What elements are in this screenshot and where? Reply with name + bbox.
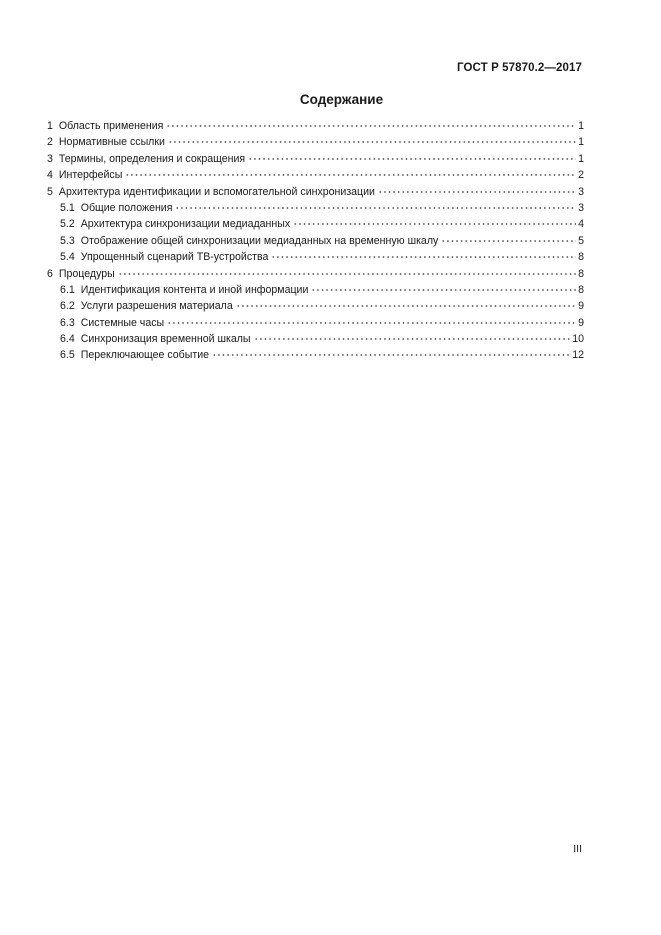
toc-entry-number: 4 [47, 169, 53, 182]
toc-entry-6-2[interactable] [47, 298, 584, 314]
toc-entry-page: 8 [578, 267, 584, 280]
toc-entry-page: 10 [572, 333, 584, 346]
toc-entry-label: Архитектура синхронизации медиаданных [80, 218, 291, 231]
toc-entry-6-3[interactable] [47, 315, 584, 331]
toc-entry-page: 1 [578, 136, 584, 149]
dot-leader [118, 266, 576, 276]
toc-entry-page: 1 [578, 152, 584, 165]
toc-entry-5[interactable] [47, 184, 584, 200]
toc-entry-label: Интерфейсы [58, 169, 123, 182]
toc-entry-number: 6.2 [60, 300, 75, 313]
toc-entry-number: 5 [47, 185, 53, 198]
toc-entry-label: Переключающее событие [80, 349, 210, 362]
dot-leader [212, 347, 570, 357]
toc-entry-number: 1 [47, 120, 53, 132]
toc-entry-label: Отображение общей синхронизации медиаданных на временную шкалу [80, 234, 439, 247]
toc-entry-page: 3 [578, 185, 584, 198]
toc-entry-label: Синхронизация временной шкалы [80, 333, 251, 346]
toc-entry-5-3[interactable] [47, 233, 584, 249]
toc-entry-page: 12 [572, 349, 584, 362]
dot-leader [125, 167, 576, 177]
toc-entry-label: Термины, определения и сокращения [58, 152, 246, 165]
toc-entry-4[interactable] [47, 167, 584, 183]
toc-entry-6-4[interactable] [47, 331, 584, 347]
document-code: ГОСТ Р 57870.2—2017 [457, 62, 582, 74]
toc-entry-5-4[interactable] [47, 249, 584, 265]
toc-entry-label: Системные часы [80, 316, 165, 329]
toc-entry-number: 6 [47, 267, 53, 280]
toc-entry-number: 3 [47, 152, 53, 165]
toc-entry-2[interactable] [47, 134, 584, 150]
toc-entry-page: 1 [578, 120, 584, 132]
dot-leader [167, 315, 576, 325]
toc-entry-label: Нормативные ссылки [58, 136, 165, 149]
dot-leader [378, 184, 576, 194]
toc-entry-label: Идентификация контента и иной информации [80, 283, 309, 296]
page-number: III [573, 843, 582, 855]
dot-leader [441, 233, 576, 243]
toc-entry-6[interactable] [47, 266, 584, 282]
toc-entry-page: 2 [578, 169, 584, 182]
toc-entry-label: Упрощенный сценарий ТВ-устройства [80, 251, 269, 264]
toc-entry-page: 8 [578, 283, 584, 296]
toc-entry-5-1[interactable] [47, 200, 584, 216]
toc-entry-number: 6.1 [60, 283, 75, 296]
toc-entry-label: Услуги разрешения материала [80, 300, 233, 313]
toc-entry-number: 2 [47, 136, 53, 149]
dot-leader [175, 200, 576, 210]
toc-entry-page: 9 [578, 300, 584, 313]
toc-entry-label: Область применения [58, 120, 164, 132]
dot-leader [293, 216, 576, 226]
dot-leader [166, 118, 576, 128]
toc-entry-number: 6.3 [60, 316, 75, 329]
toc-entry-label: Архитектура идентификации и вспомогательной синхронизации [58, 185, 375, 198]
toc-entry-number: 5.2 [60, 218, 75, 231]
toc-entry-page: 3 [578, 201, 584, 214]
dot-leader [236, 298, 576, 308]
toc-entry-1[interactable] [47, 118, 584, 134]
toc-entry-number: 5.4 [60, 251, 75, 264]
toc-entry-6-5[interactable] [47, 347, 584, 363]
toc-entry-3[interactable] [47, 151, 584, 167]
toc-entry-number: 5.1 [60, 201, 75, 214]
toc-entry-number: 6.5 [60, 349, 75, 362]
toc-entry-number: 6.4 [60, 333, 75, 346]
toc-entry-5-2[interactable] [47, 216, 584, 232]
dot-leader [248, 151, 576, 161]
toc-entry-label: Общие положения [80, 201, 173, 214]
dot-leader [168, 134, 576, 144]
toc-entry-number: 5.3 [60, 234, 75, 247]
toc-entry-page: 4 [578, 218, 584, 231]
dot-leader [271, 249, 576, 259]
dot-leader [311, 282, 576, 292]
toc-entry-page: 5 [578, 234, 584, 247]
toc-title: Содержание [299, 92, 384, 107]
toc-entry-page: 9 [578, 316, 584, 329]
toc-entry-page: 8 [578, 251, 584, 264]
table-of-contents [47, 118, 584, 364]
toc-entry-6-1[interactable] [47, 282, 584, 298]
toc-entry-label: Процедуры [58, 267, 115, 280]
dot-leader [254, 331, 571, 341]
